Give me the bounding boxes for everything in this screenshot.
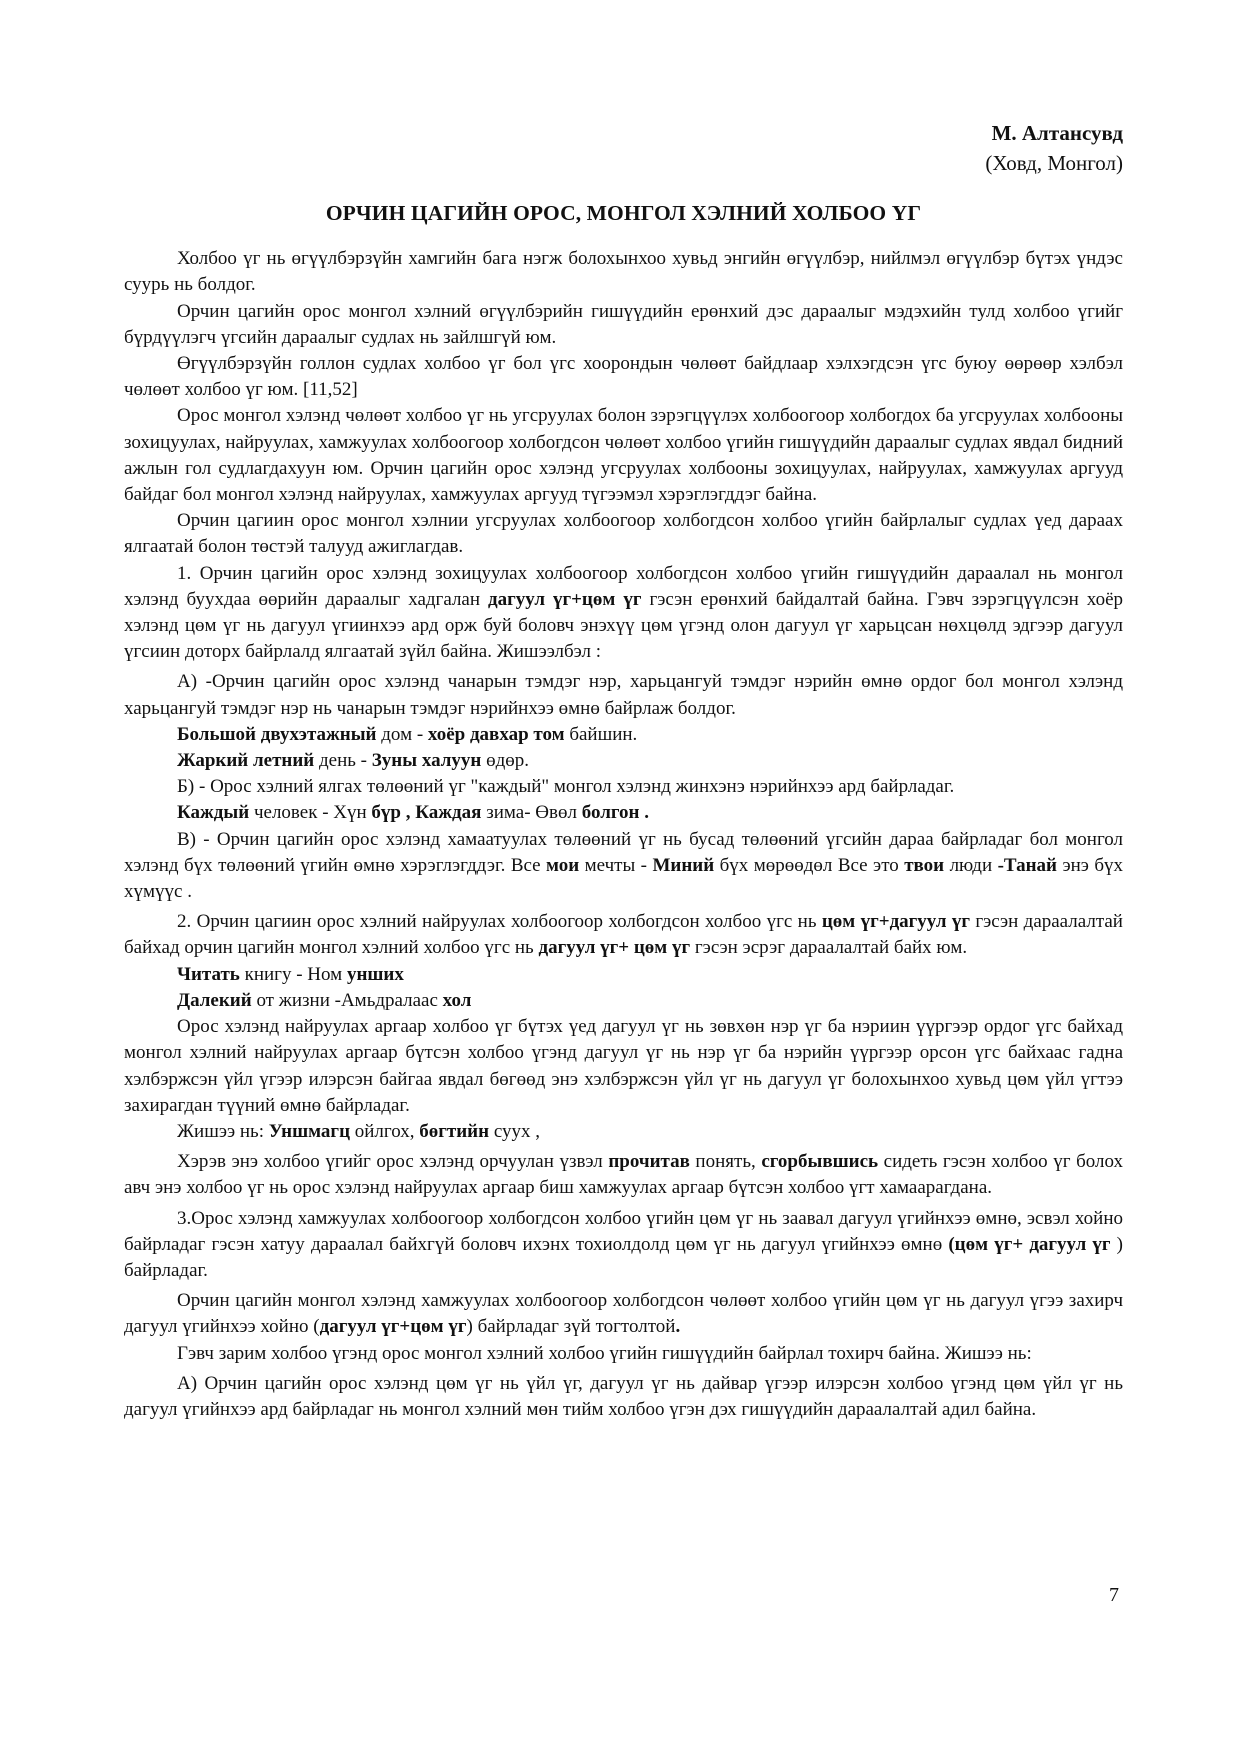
example-line: Читать книгу - Ном унших (177, 963, 404, 985)
section-3-similarity-paragraph: Гэвч зарим холбоо үгэнд орос монгол хэлний холбоо үгийн гишүүдийн байрлал тохирч байна. Жишээ нь: (177, 1342, 1032, 1364)
section-2-body-paragraph: Орос хэлэнд найруулах аргаар холбоо үг бүтэх үед дагуул үг нь зөвхөн нэр үг ба нэриин үүргээр ордог үгс байхад монгол хэлний найруулах аргаар бүтсэн холбоо үгэнд дагуул үг нь нэр үг ба нэрийн үүргээр орсон үгс байхаас гадна хэлбэржсэн үйл үгээр илэрсэн байгаа явдал бөгөөд энэ хэлбэржсэн үйл үг нь дагуул үг болохынхоо хувьд цөм үйл үгтээ захирагдан түүний өмнө байрладаг. (124, 1016, 1123, 1116)
paragraph: Холбоо үг нь өгүүлбэрзүйн хамгийн бага нэгж болохынхоо хувьд энгийн өгүүлбэр, нийлмэл өгүүлбэр бүтэх үндэс суурь нь болдог. (124, 248, 1123, 296)
section-1v-paragraph: В) - Орчин цагийн орос хэлэнд хамаатуулах төлөөний үг нь бусад төлөөний үгсийн дараа байрладаг бол монгол хэлэнд бүх төлөөний үгийн өмнө хэрэглэгддэг. Все мои мечты - Миний бүх мөрөөдөл Все это твои люди -Танай энэ бүх хүмүүс . (124, 828, 1124, 903)
example-line: Жишээ нь: Уншмагц ойлгох, бөгтийн суух , (177, 1120, 541, 1142)
section-1b-paragraph: Б) - Орос хэлний ялгах төлөөний үг "каждый" монгол хэлэнд жинхэнэ нэрийнхээ ард байрладаг. (177, 776, 955, 798)
section-1a-paragraph: А) -Орчин цагийн орос хэлэнд чанарын тэмдэг нэр, харьцангуй тэмдэг нэрийн өмнө ордог бол монгол хэлэнд харьцангуй тэмдэг нэр нь чанарын тэмдэг нэрийнхээ өмнө байрлаж болдог. (124, 671, 1123, 719)
author-name: М. Алтансувд (991, 121, 1123, 145)
section-3-paragraph: 3.Орос хэлэнд хамжуулах холбоогоор холбогдсон холбоо үгийн цөм үг нь заавал дагуул үгийнхээ өмнө, эсвэл хойно байрладаг гэсэн хатуу дараалал байхгүй боловч ихэнх тохиолдолд цөм үг нь дагуул үгийнхээ өмнө (цөм үг+ дагуул үг ) байрладаг. (124, 1207, 1124, 1281)
example-line: Далекий от жизни -Амьдралаас хол (177, 989, 472, 1011)
paragraph: Өгүүлбэрзүйн голлон судлах холбоо үг бол үгс хоорондын чөлөөт байдлаар хэлхэгдсэн үгс буюу өөрөөр хэлбэл чөлөөт холбоо үг юм. [11,52] (124, 353, 1123, 401)
example-line: Большой двухэтажный дом - хоёр давхар том байшин. (177, 723, 638, 745)
paragraph: Орчин цагиин орос монгол хэлнии угсруулах холбоогоор холбогдсон холбоо үгийн байрлалыг судлах үед дараах ялгаатай болон төстэй талууд ажиглагдав. (124, 510, 1123, 558)
article-title: ОРЧИН ЦАГИЙН ОРОС, МОНГОЛ ХЭЛНИЙ ХОЛБОО ҮГ (325, 201, 922, 225)
author-location: (Ховд, Монгол) (985, 151, 1123, 175)
example-line: Каждый человек - Хүн бүр , Каждая зима- Өвөл болгон . (177, 802, 649, 824)
section-1-paragraph: 1. Орчин цагийн орос хэлэнд зохицуулах холбоогоор холбогдсон холбоо үгийн гишүүдийн дараалал нь монгол хэлэнд буухдаа өөрийн дараалыг хадгалан дагуул үг+цөм үг гэсэн ерөнхий байдалтай байна. Гэвч зэрэгцүүлсэн хоёр хэлэнд цөм үг нь дагуул үгиинхээ ард орж буй боловч энэхүү цөм үгэнд олон дагуул үг харьцсан нөхцөлд эдгээр дагуул үгсиин доторх байрлалд ялгаатай зүйл байна. Жишээлбэл : (124, 562, 1124, 663)
paragraph: Орчин цагийн орос монгол хэлний өгүүлбэрийн гишүүдийн ерөнхий дэс дараалыг мэдэхийн тулд холбоо үгийг бүрдүүлэгч үгсийн дараалыг судлах нь зайлшгүй юм. (124, 300, 1123, 348)
section-2-translation-paragraph: Хэрэв энэ холбоо үгийг орос хэлэнд орчуулан үзвэл прочитав понять, сгорбывшись сидеть гэсэн холбоо үг болох авч энэ холбоо үг нь орос хэлэнд найруулах аргаар биш хамжуулах аргаар бүтсэн холбоо үгт хамаарагдана. (124, 1151, 1124, 1199)
section-3-mongolian-paragraph: Орчин цагийн монгол хэлэнд хамжуулах холбоогоор холбогдсон чөлөөт холбоо үгийн цөм үг нь дагуул үгээ захирч дагуул үгийнхээ хойно (дагуул үг+цөм үг) байрладаг зүй тогтолтой. (124, 1290, 1123, 1338)
section-3a-paragraph: А) Орчин цагийн орос хэлэнд цөм үг нь үйл үг, дагуул үг нь дайвар үгээр илэрсэн холбоо үгэнд цөм үйл үг нь дагуул үгийнхээ ард байрладаг нь монгол хэлний мөн тийм холбоо үгэн дэх гишүүдийн дараалалтай адил байна. (124, 1372, 1123, 1420)
example-line: Жаркий летний день - Зуны халуун өдөр. (177, 750, 530, 772)
paragraph: Орос монгол хэлэнд чөлөөт холбоо үг нь угсруулах болон зэрэгцүүлэх холбоогоор холбогдох ба угсруулах холбооны зохицуулах, найруулах, хамжуулах холбоогоор холбогдсон чөлөөт холбоо үгийн гишүүдийн дараалыг судлах явдал бидний ажлын гол судлагдахуун юм. Орчин цагийн орос хэлэнд угсруулах холбооны зохицуулах, найруулах, хамжуулах аргууд байдаг бол монгол хэлэнд найруулах, хамжуулах аргууд түгээмэл хэрэглэгддэг байна. (124, 405, 1123, 506)
section-2-paragraph: 2. Орчин цагиин орос хэлний найруулах холбоогоор холбогдсон холбоо үгс нь цөм үг+дагуул үг гэсэн дараалалтай байхад орчин цагийн монгол хэлний холбоо үгс нь дагуул үг+ цөм үг гэсэн эсрэг дараалалтай байх юм. (124, 911, 1123, 959)
page-number: 7 (1109, 1584, 1119, 1606)
author-block (124, 118, 1123, 178)
